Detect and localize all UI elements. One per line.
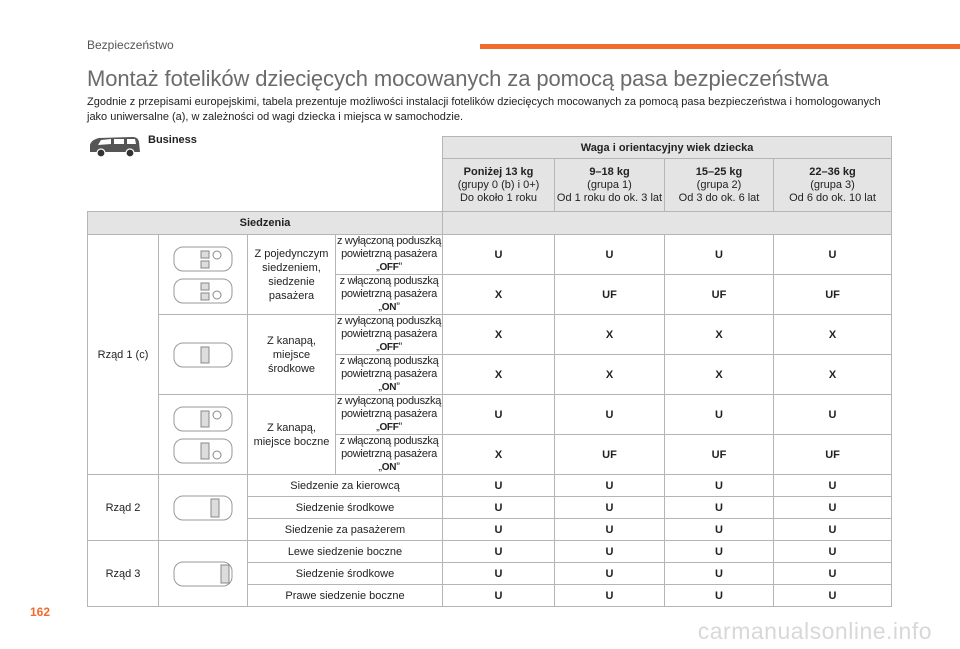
intro-text: Zgodnie z przepisami europejskimi, tabela prezentuje możliwości instalacji fotelików dziecięcych mocowanych za pomocą pasa bezpieczeństwa i homologowanych jako uniwersalne (a), w zależności od wagi dziecka i miejsca w samochodzie.	[87, 96, 881, 123]
cell-value: U	[555, 563, 665, 585]
airbag-on-condition: z włączoną poduszką powietrzną pasażera „ON”	[336, 435, 443, 475]
cell-value: U	[774, 395, 892, 435]
cell-value: U	[665, 497, 774, 519]
version-label: Business	[148, 134, 197, 146]
cell-value: X	[555, 355, 665, 395]
cell-value: X	[443, 275, 555, 315]
cell-value: U	[665, 519, 774, 541]
row-label: Rząd 2	[88, 475, 159, 541]
seat-label: Lewe siedzenie boczne	[248, 541, 443, 563]
seat-label: Siedzenie środkowe	[248, 497, 443, 519]
seat-table	[87, 136, 892, 607]
cell-value: X	[774, 355, 892, 395]
watermark: carmanualsonline.info	[697, 618, 932, 644]
sub-label: Z pojedynczym siedzeniem, siedzenie pasażera	[248, 235, 336, 315]
sub-label: Z kanapą, miejsce boczne	[248, 395, 336, 475]
cell-value: U	[555, 497, 665, 519]
cell-value: X	[665, 315, 774, 355]
row-label: Rząd 1 (c)	[88, 235, 159, 475]
cell-value: U	[665, 563, 774, 585]
page-title: Montaż fotelików dziecięcych mocowanych za pomocą pasa bezpieczeństwa	[87, 66, 829, 91]
cell-value: U	[443, 563, 555, 585]
page-number: 162	[30, 605, 51, 619]
sub-label: Z kanapą, miejsce środkowe	[248, 315, 336, 395]
cell-value: X	[555, 315, 665, 355]
seat-label: Siedzenie środkowe	[248, 563, 443, 585]
cell-value: U	[774, 563, 892, 585]
group-header: 15–25 kg (grupa 2) Od 3 do ok. 6 lat	[665, 159, 774, 212]
cell-value: UF	[555, 275, 665, 315]
cell-value: U	[443, 497, 555, 519]
cell-value: U	[443, 585, 555, 607]
cell-value: U	[774, 585, 892, 607]
cell-value: U	[774, 519, 892, 541]
cell-value: U	[555, 235, 665, 275]
section-title: Bezpieczeństwo	[87, 38, 174, 52]
airbag-on-condition: z włączoną poduszką powietrzną pasażera „ON”	[336, 355, 443, 395]
cell-value: U	[665, 585, 774, 607]
cell-value: U	[443, 475, 555, 497]
cell-value: UF	[774, 275, 892, 315]
cell-value: U	[555, 475, 665, 497]
accent-bar	[480, 44, 960, 49]
cell-value: X	[665, 355, 774, 395]
row-label: Rząd 3	[88, 541, 159, 607]
cell-value: U	[555, 585, 665, 607]
cell-value: UF	[665, 435, 774, 475]
cell-value: U	[555, 395, 665, 435]
seat-plan-icon	[159, 475, 248, 541]
seat-plan-icon	[159, 315, 248, 395]
cell-value: X	[774, 315, 892, 355]
cell-value: U	[443, 519, 555, 541]
airbag-off-condition: z wyłączoną poduszką powietrzną pasażera „OFF”	[336, 395, 442, 433]
seat-label: Siedzenie za kierowcą	[248, 475, 443, 497]
cell-value: U	[555, 541, 665, 563]
cell-value: U	[665, 395, 774, 435]
airbag-on-condition: z włączoną poduszką powietrzną pasażera „ON”	[336, 275, 443, 315]
group-header: 22–36 kg (grupa 3) Od 6 do ok. 10 lat	[774, 159, 892, 212]
seat-label: Siedzenie za pasażerem	[248, 519, 443, 541]
cell-value: UF	[555, 435, 665, 475]
seat-plan-icon	[159, 541, 248, 607]
cell-value: U	[774, 235, 892, 275]
seat-plan-icon	[159, 235, 248, 315]
cell-value: X	[443, 315, 555, 355]
cell-value: U	[665, 541, 774, 563]
cell-value: X	[443, 355, 555, 395]
seat-label: Prawe siedzenie boczne	[248, 585, 443, 607]
cell-value: U	[665, 475, 774, 497]
cell-value: U	[774, 497, 892, 519]
cell-value: U	[443, 541, 555, 563]
cell-value: U	[443, 235, 555, 275]
cell-value: UF	[665, 275, 774, 315]
seat-plan-icon	[159, 395, 248, 475]
cell-value: U	[555, 519, 665, 541]
airbag-off-condition: z wyłączoną poduszką powietrzną pasażera „OFF”	[336, 315, 442, 353]
cell-value: U	[774, 541, 892, 563]
cell-value: U	[443, 395, 555, 435]
seats-header: Siedzenia	[88, 212, 443, 235]
group-header: Poniżej 13 kg (grupy 0 (b) i 0+) Do około 1 roku	[443, 159, 555, 212]
airbag-off-condition: z wyłączoną poduszką powietrzną pasażera „OFF”	[336, 235, 442, 273]
weight-header: Waga i orientacyjny wiek dziecka	[443, 137, 892, 159]
cell-value: U	[774, 475, 892, 497]
seats-header-fill	[443, 212, 892, 235]
cell-value: X	[443, 435, 555, 475]
group-header: 9–18 kg (grupa 1) Od 1 roku do ok. 3 lat	[555, 159, 665, 212]
cell-value: UF	[774, 435, 892, 475]
cell-value: U	[665, 235, 774, 275]
